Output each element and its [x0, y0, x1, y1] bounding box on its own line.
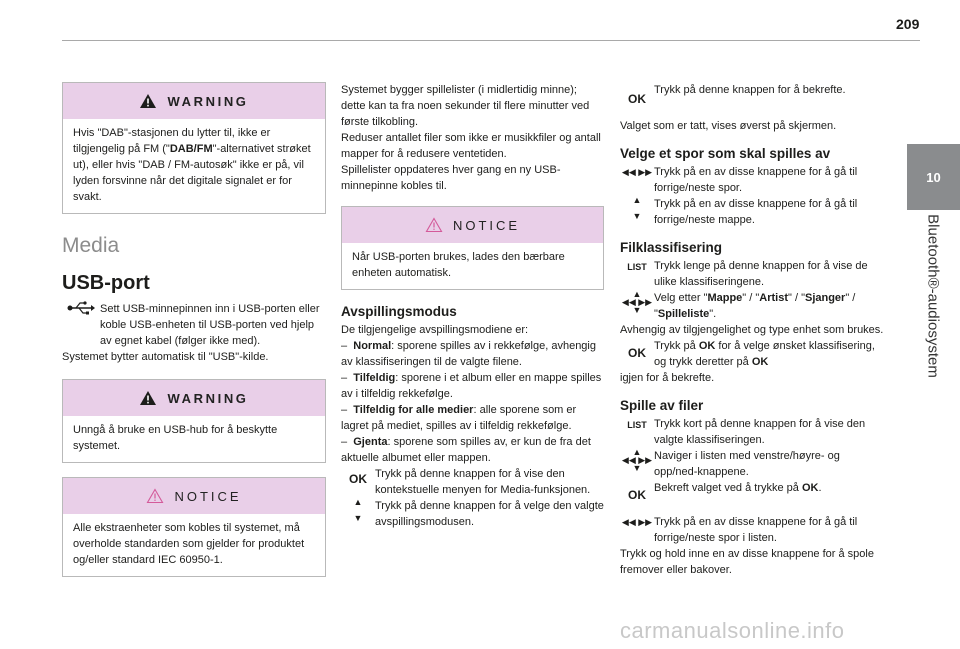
sort-option: Mappe: [707, 292, 743, 304]
usb-icon: [67, 301, 95, 315]
play-lr-text: Trykk på en av disse knappene for å gå til forrige/neste spor i listen.: [654, 516, 858, 544]
warning-icon: [139, 390, 157, 406]
chapter-number: 10: [926, 169, 941, 185]
column-right: [620, 82, 886, 578]
mode-item: [341, 402, 604, 434]
subsection-heading-usb: USB-port: [62, 272, 150, 294]
warning-title: WARNING: [167, 93, 249, 109]
play-nav-instruction: [620, 448, 886, 480]
heading-play-modes: Avspillingsmodus: [341, 304, 457, 319]
column-left: [62, 82, 326, 577]
sort-ok-instruction: [620, 338, 886, 370]
warning-text: Hvis "DAB"-stasjonen du lytter til, ikke er tilgjengelig på FM (": [73, 127, 271, 155]
chapter-title: Bluetooth®-audiosystem: [924, 214, 942, 378]
section-heading-media: Media: [62, 234, 120, 257]
play-lr-instruction: [620, 514, 886, 546]
notice-icon: [146, 488, 164, 504]
mode-name: Tilfeldig for alle medier: [353, 404, 474, 416]
mode-name: Tilfeldig: [353, 372, 396, 384]
ok-icon: OK: [628, 92, 646, 106]
sort-option: Sjanger: [804, 292, 846, 304]
mode-name: Normal: [353, 340, 392, 352]
column-middle: [341, 82, 604, 530]
warning-text: "-alternativet strøket ut), eller hvis "DAB / FM-autosøk" ikke er på, vil lyden forsvinne når det digitale signalet er for svakt.: [73, 143, 311, 203]
play-hold-text: Trykk og hold inne en av disse knappene for å spole fremover eller bakover.: [620, 548, 874, 576]
mode-dash: –: [341, 404, 348, 416]
play-nav-text: Naviger i listen med venstre/høyre- og opp/ned-knappene.: [654, 450, 840, 478]
notice-title: NOTICE: [174, 488, 242, 504]
playlist-update: Spillelister oppdateres hver gang en ny USB-minnepinne kobles til.: [341, 164, 561, 192]
ok-icon: OK: [349, 472, 367, 486]
sort-list-text: Trykk lenge på denne knappen for å vise de ulike klassifiseringene.: [654, 260, 868, 288]
mode-name: Gjenta: [353, 436, 388, 448]
list-icon: LIST: [627, 262, 647, 272]
usb-text-1: Sett USB-minnepinnen inn i USB-porten eller koble USB-enheten til USB-porten ved hjelp av egnet kabel (følger ikke med).: [100, 303, 320, 347]
notice-box-iec: [62, 477, 326, 577]
usb-instruction: [62, 301, 326, 349]
page-number: 209: [896, 16, 920, 32]
up-down-arrows-icon: ▲ ▼: [353, 497, 363, 523]
warning-title: WARNING: [167, 390, 249, 406]
notice-body: Alle ekstraenheter som kobles til systemet, må overholde standarden som gjelder for produktet og/eller standard IEC 60950-1.: [73, 522, 305, 566]
ok-confirm-text: Trykk på denne knappen for å bekrefte.: [654, 84, 846, 96]
heading-file-sort: Filklassifisering: [620, 240, 723, 255]
mode-dash: –: [341, 436, 348, 448]
sort-option: Spilleliste: [657, 308, 710, 320]
warning-box-dab: [62, 82, 326, 214]
mode-desc: : sporene spilles av i rekkefølge, avhengig av klassifiseringen til de valgte filene.: [341, 340, 596, 368]
warning-icon: [139, 93, 157, 109]
play-list-instruction: [620, 416, 886, 448]
play-ok-instruction: [620, 480, 886, 502]
warning-box-usb-hub: [62, 379, 326, 463]
track-ud-instruction: [620, 196, 886, 228]
notice-header: [63, 478, 325, 514]
sort-option: Artist: [759, 292, 788, 304]
arrow-text: Trykk på denne knappen for å velge den valgte avspillingsmodusen.: [375, 500, 604, 528]
heading-play-files: Spille av filer: [620, 398, 704, 413]
warning-body: Unngå å bruke en USB-hub for å beskytte systemet.: [73, 424, 278, 452]
warning-text-bold: DAB/FM: [169, 143, 213, 155]
left-right-arrows-icon: ◀◀ ▶▶: [621, 167, 653, 177]
mode-dash: –: [341, 340, 348, 352]
mode-desc: : sporene som spilles av, er kun de fra det aktuelle albumet eller mappen.: [341, 436, 591, 464]
heading-select-track: Velge et spor som skal spilles av: [620, 146, 831, 161]
four-way-arrows-icon: ▲ ◀◀ ▶▶ ▼: [621, 447, 653, 473]
up-down-arrows-icon: ▲ ▼: [632, 195, 642, 221]
track-lr-instruction: [620, 164, 886, 196]
watermark: carmanualsonline.info: [620, 618, 845, 643]
sort-select-instruction: [620, 290, 886, 322]
notice-title: NOTICE: [452, 217, 521, 233]
track-lr-text: Trykk på en av disse knappene for å gå til forrige/neste spor.: [654, 166, 858, 194]
warning-body: [63, 119, 325, 213]
ok-confirm-instruction: [620, 82, 886, 106]
notice-header: [342, 207, 603, 243]
mode-desc: : alle sporene som er lagret på mediet, spilles av i tilfeldig rekkefølge.: [341, 404, 577, 432]
track-ud-text: Trykk på en av disse knappene for å gå til forrige/neste mappe.: [654, 198, 858, 226]
sort-ok-text: Trykk på OK for å velge ønsket klassifisering, og trykk deretter på OK: [654, 340, 875, 368]
mode-dash: –: [341, 372, 348, 384]
usb-text-2: Systemet bytter automatisk til "USB"-kilde.: [62, 351, 269, 363]
mode-item: [341, 434, 604, 466]
warning-header: [63, 380, 325, 416]
ok-icon: OK: [628, 488, 646, 502]
mode-item: [341, 370, 604, 402]
playlist-reduce: Reduser antallet filer som ikke er musikkfiler og antall mapper for å redusere ventetiden.: [341, 132, 601, 160]
notice-box-charging: [341, 206, 604, 290]
sort-availability: Avhengig av tilgjengelighet og type enhet som brukes.: [620, 324, 884, 336]
mode-desc: : sporene i et album eller en mappe spilles av i tilfeldig rekkefølge.: [341, 372, 602, 400]
modes-intro: De tilgjengelige avspillingsmodiene er:: [341, 324, 529, 336]
ok-instruction: [341, 466, 604, 498]
playlist-intro: Systemet bygger spillelister (i midlertidig minne); dette kan ta fra noen sekunder til flere minutter ved første tilkobling.: [341, 84, 590, 128]
notice-icon: [425, 217, 443, 233]
play-ok-text: Bekreft valget ved å trykke på OK.: [654, 482, 822, 494]
top-divider: [62, 40, 920, 41]
mode-item: [341, 338, 604, 370]
play-list-text: Trykk kort på denne knappen for å vise den valgte klassifiseringen.: [654, 418, 866, 446]
ok-icon: OK: [628, 346, 646, 360]
notice-body: Når USB-porten brukes, lades den bærbare enheten automatisk.: [352, 251, 565, 279]
selection-info: Valget som er tatt, vises øverst på skjermen.: [620, 120, 837, 132]
arrow-instruction: [341, 498, 604, 530]
sort-select-text: Velg etter "Mappe" / "Artist" / "Sjanger" / "Spilleliste".: [654, 292, 856, 320]
four-way-arrows-icon: ▲ ◀◀ ▶▶ ▼: [621, 289, 653, 315]
warning-header: [63, 83, 325, 119]
left-right-arrows-icon: ◀◀ ▶▶: [621, 517, 653, 527]
sort-ok-text-end: igjen for å bekrefte.: [620, 372, 715, 384]
sort-list-instruction: [620, 258, 886, 290]
list-icon: LIST: [627, 420, 647, 430]
ok-text: Trykk på denne knappen for å vise den kontekstuelle menyen for Media-funksjonen.: [375, 468, 591, 496]
chapter-tab: [907, 144, 960, 210]
